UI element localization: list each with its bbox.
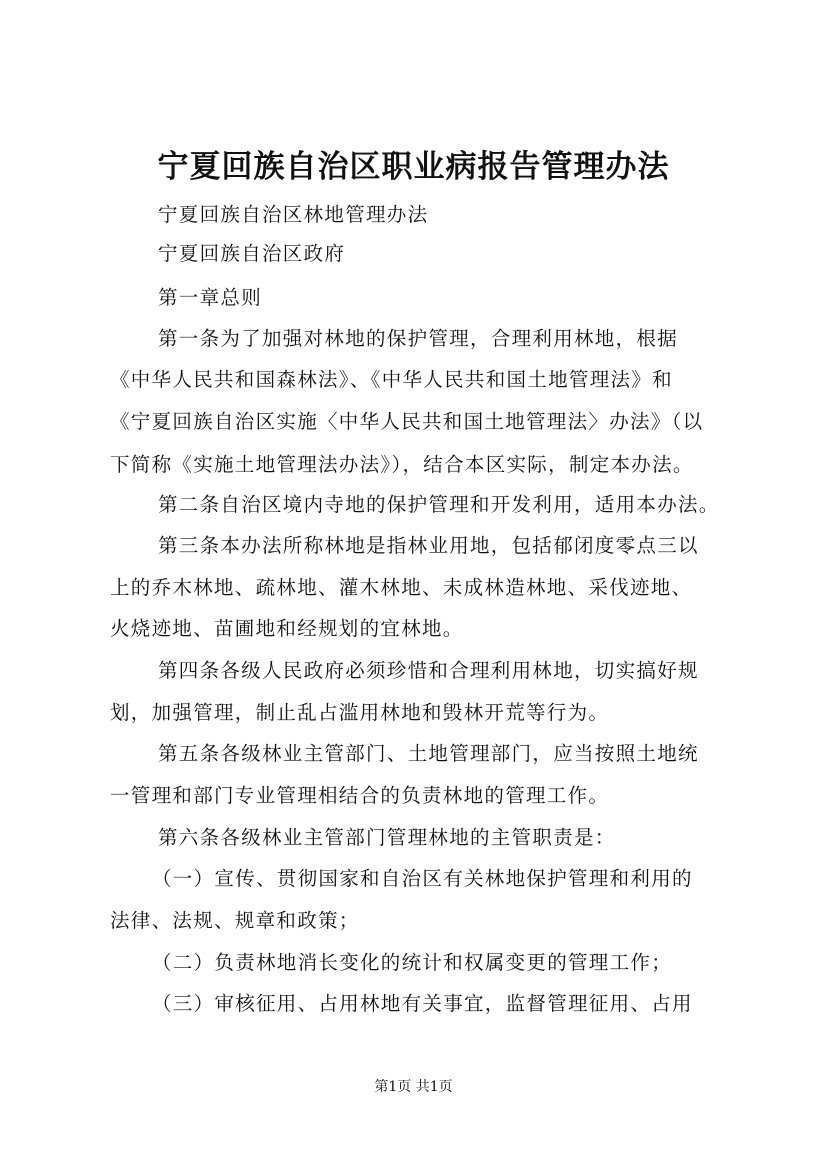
text-line: 第一章总则: [158, 286, 263, 309]
text-line: 下简称《实施土地管理法办法》），结合本区实际，制定本办法。: [110, 453, 694, 476]
text-line: 火烧迹地、苗圃地和经规划的宜林地。: [110, 617, 464, 640]
text-line: 第五条各级林业主管部门、土地管理部门，应当按照土地统: [158, 742, 699, 765]
text-line: 宁夏回族自治区政府: [158, 242, 346, 265]
text-line: 一管理和部门专业管理相结合的负责林地的管理工作。: [110, 784, 610, 807]
text-line: 第二条自治区境内寺地的保护管理和开发利用，适用本办法。: [158, 493, 720, 516]
text-line: 第六条各级林业主管部门管理林地的主管职责是：: [158, 826, 616, 849]
document-title: 宁夏回族自治区职业病报告管理办法: [157, 149, 670, 185]
text-line: 法律、法规、规章和政策；: [110, 909, 360, 932]
text-line: 第四条各级人民政府必须珍惜和合理利用林地，切实搞好规: [158, 659, 699, 682]
text-line: （二）负责林地消长变化的统计和权属变更的管理工作；: [152, 951, 673, 974]
text-line: 划，加强管理，制止乱占滥用林地和毁林开荒等行为。: [110, 701, 610, 724]
page-footer: 第1页 共1页: [374, 1079, 453, 1095]
text-line: 第一条为了加强对林地的保护管理，合理利用林地，根据: [158, 327, 679, 350]
text-line: （一）宣传、贯彻国家和自治区有关林地保护管理和利用的: [152, 867, 693, 890]
text-line: 上的乔木林地、疏林地、灌木林地、未成林造林地、采伐迹地、: [110, 576, 693, 599]
text-line: 《中华人民共和国森林法》、《中华人民共和国土地管理法》和: [110, 368, 673, 391]
text-line: 《宁夏回族自治区实施〈中华人民共和国土地管理法〉办法》（以: [110, 410, 704, 433]
text-line: 宁夏回族自治区林地管理办法: [158, 203, 429, 226]
text-line: 第三条本办法所称林地是指林业用地，包括郁闭度零点三以: [158, 534, 699, 557]
text-line: （三）审核征用、占用林地有关事宜，监督管理征用、占用: [152, 992, 693, 1015]
